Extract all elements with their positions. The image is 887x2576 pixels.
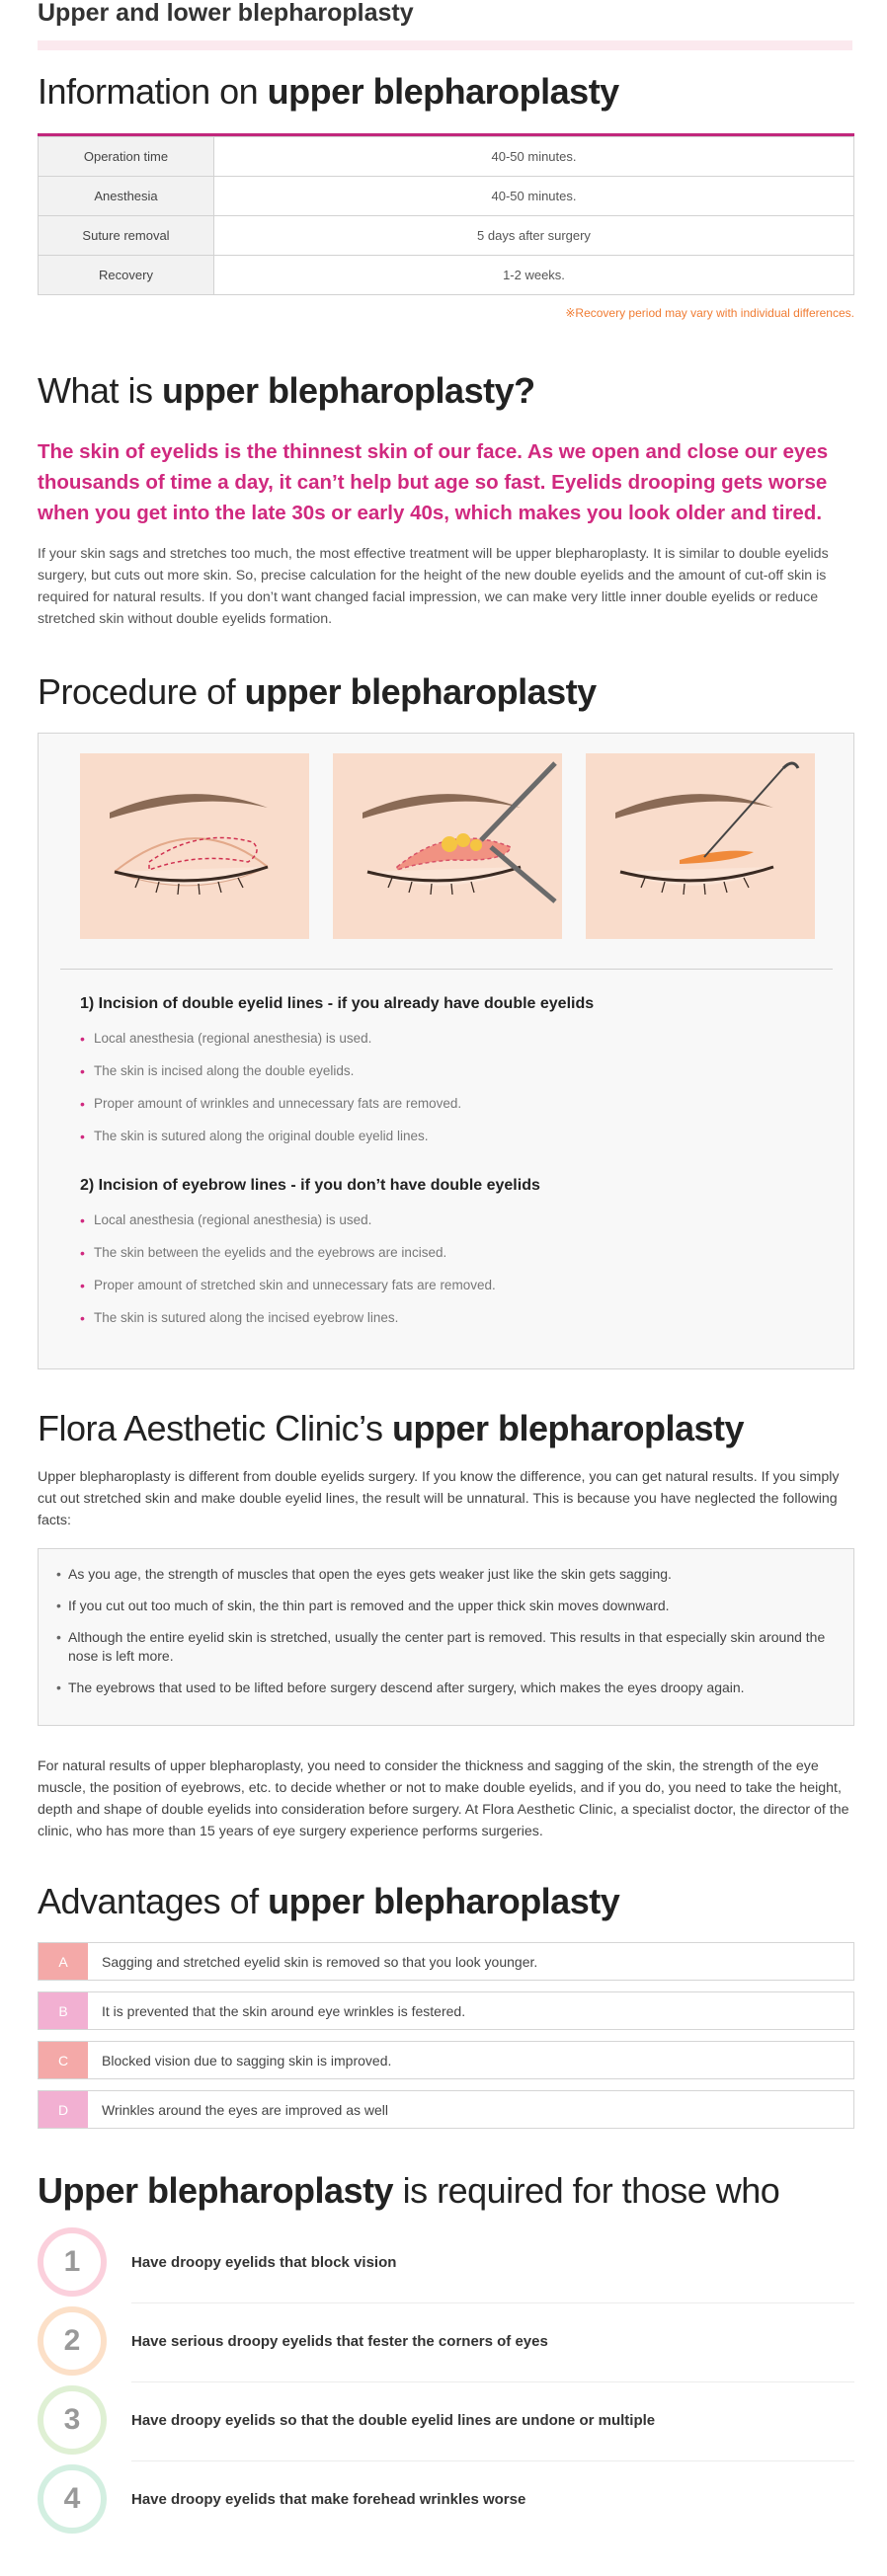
required-title-bold: Upper blepharoplasty [38, 2170, 394, 2211]
advantages-section-title [38, 1881, 619, 1922]
info-table-wrap [38, 133, 854, 295]
advantage-letter: A [39, 1943, 88, 1980]
required-title-normal: is required for those who [393, 2170, 780, 2211]
advantage-row [38, 1991, 854, 2030]
advantage-letter: D [39, 2091, 88, 2128]
required-item [38, 2301, 854, 2380]
info-label: Suture removal [39, 216, 214, 256]
what-body-text: If your skin sags and stretches too much, the most effective treatment will be upper blepharoplasty. It is similar to double eyelids surgery, but cuts out more skin. So, precise calculation for the height of the new double eyelids and the amount of cut-off skin is required for natural results. If you don’t want changed facial impression, we can make very little inner double eyelids or reduce stretched skin without double eyelids formation. [38, 546, 829, 627]
required-item [38, 2380, 854, 2459]
what-title-normal: What is [38, 370, 163, 411]
procedure-illustration-2 [333, 753, 562, 939]
step-2-title: 2) Incision of eyebrow lines - if you don’t have double eyelids [80, 1177, 540, 1194]
list-item: • The skin between the eyelids and the eyebrows are incised. [80, 1243, 496, 1276]
info-label: Anesthesia [39, 177, 214, 216]
required-text: Have serious droopy eyelids that fester the corners of eyes [131, 2333, 548, 2350]
procedure-section-title [38, 671, 597, 713]
flora-intro-text: Upper blepharoplasty is different from double eyelids surgery. If you know the difference, you can get natural results. If you simply cut out stretched skin and make double eyelid lines, the result will be unnatural. This is because you have neglected the following facts: [38, 1469, 840, 1528]
procedure-divider [60, 969, 833, 970]
list-item: • The eyebrows that used to be lifted before surgery descend after surgery, which makes the eyes droopy again. [56, 1678, 836, 1697]
facts-box [38, 1548, 854, 1726]
facts-list [56, 1565, 836, 1697]
list-item: • Local anesthesia (regional anesthesia) is used. [80, 1029, 461, 1061]
advantage-row [38, 2090, 854, 2129]
step-2-list [80, 1210, 496, 1341]
info-value: 40-50 minutes. [214, 137, 854, 177]
list-item: • The skin is sutured along the incised eyebrow lines. [80, 1308, 496, 1341]
info-label: Operation time [39, 137, 214, 177]
flora-title-bold: upper blepharoplasty [391, 1408, 745, 1448]
required-text: Have droopy eyelids that block vision [131, 2254, 397, 2271]
list-item: • Local anesthesia (regional anesthesia) is used. [80, 1210, 496, 1243]
required-item [38, 2222, 854, 2301]
procedure-title-normal: Procedure of [38, 671, 245, 712]
advantages-title-bold: upper blepharoplasty [268, 1881, 620, 1921]
required-item [38, 2459, 854, 2537]
info-section-title [38, 71, 619, 113]
required-text: Have droopy eyelids that make forehead wrinkles worse [131, 2491, 526, 2508]
number-badge: 3 [38, 2385, 107, 2455]
list-item: • Although the entire eyelid skin is stretched, usually the center part is removed. This results in that especially skin around the nose is left more. [56, 1628, 836, 1666]
table-row [39, 216, 854, 256]
title-underline [38, 40, 852, 50]
page-title: Upper and lower blepharoplasty [38, 0, 414, 27]
step-1-title: 1) Incision of double eyelid lines - if you already have double eyelids [80, 995, 595, 1012]
flora-title-normal: Flora Aesthetic Clinic’s [38, 1408, 392, 1448]
advantage-text: It is prevented that the skin around eye wrinkles is festered. [102, 2002, 466, 2019]
advantage-letter: C [39, 2042, 88, 2078]
list-item: • The skin is incised along the double eyelids. [80, 1061, 461, 1094]
what-title-bold: upper blepharoplasty? [162, 370, 535, 411]
list-item: • If you cut out too much of skin, the thin part is removed and the upper thick skin moves downward. [56, 1597, 836, 1615]
advantage-letter: B [39, 1992, 88, 2029]
what-lead-text: The skin of eyelids is the thinnest skin of our face. As we open and close our eyes thousands of time a day, it can’t help but age so fast. Eyelids drooping gets worse when you get into the late 30s or early 40s, which makes you look older and tired. [38, 440, 829, 524]
required-text: Have droopy eyelids so that the double eyelid lines are undone or multiple [131, 2412, 656, 2429]
list-item: • The skin is sutured along the original double eyelid lines. [80, 1127, 461, 1159]
procedure-illustration-3 [586, 753, 815, 939]
advantage-text: Sagging and stretched eyelid skin is removed so that you look younger. [102, 1953, 538, 1970]
info-title-normal: Information on [38, 71, 268, 112]
info-value: 1-2 weeks. [214, 256, 854, 295]
eye-suture-icon [586, 753, 815, 939]
advantage-row [38, 1942, 854, 1981]
list-item: • As you age, the strength of muscles that open the eyes gets weaker just like the skin gets sagging. [56, 1565, 836, 1584]
required-section-title [38, 2170, 779, 2212]
table-row [39, 256, 854, 295]
what-section-title [38, 370, 535, 412]
advantage-row [38, 2041, 854, 2079]
number-badge: 4 [38, 2464, 107, 2534]
table-row [39, 137, 854, 177]
number-badge: 2 [38, 2306, 107, 2376]
list-item: • Proper amount of wrinkles and unnecessary fats are removed. [80, 1094, 461, 1127]
number-badge: 1 [38, 2227, 107, 2297]
advantage-text: Wrinkles around the eyes are improved as well [102, 2101, 388, 2118]
advantage-text: Blocked vision due to sagging skin is improved. [102, 2052, 392, 2069]
recovery-note: ※Recovery period may vary with individual differences. [565, 306, 854, 320]
procedure-box [38, 733, 854, 1369]
info-table [38, 136, 854, 295]
info-label: Recovery [39, 256, 214, 295]
flora-section-title [38, 1408, 744, 1449]
flora-closing-text: For natural results of upper blepharoplasty, you need to consider the thickness and sagging of the skin, the strength of the eye muscle, the position of eyebrows, etc. to decide whether or not to make double eyelids, and if you do, you need to take the height, depth and shape of double eyelids into consideration before surgery. At Flora Aesthetic Clinic, a specialist doctor, the director of the clinic, who has more than 15 years of eye surgery experience performs surgeries. [38, 1758, 849, 1839]
procedure-illustration-1 [80, 753, 309, 939]
eye-incision-icon [333, 753, 562, 939]
step-1-list [80, 1029, 461, 1159]
info-value: 5 days after surgery [214, 216, 854, 256]
procedure-title-bold: upper blepharoplasty [244, 671, 597, 712]
info-title-bold: upper blepharoplasty [267, 71, 619, 112]
list-item: • Proper amount of stretched skin and unnecessary fats are removed. [80, 1276, 496, 1308]
eye-marking-icon [80, 753, 309, 939]
advantages-title-normal: Advantages of [38, 1881, 269, 1921]
info-value: 40-50 minutes. [214, 177, 854, 216]
table-row [39, 177, 854, 216]
